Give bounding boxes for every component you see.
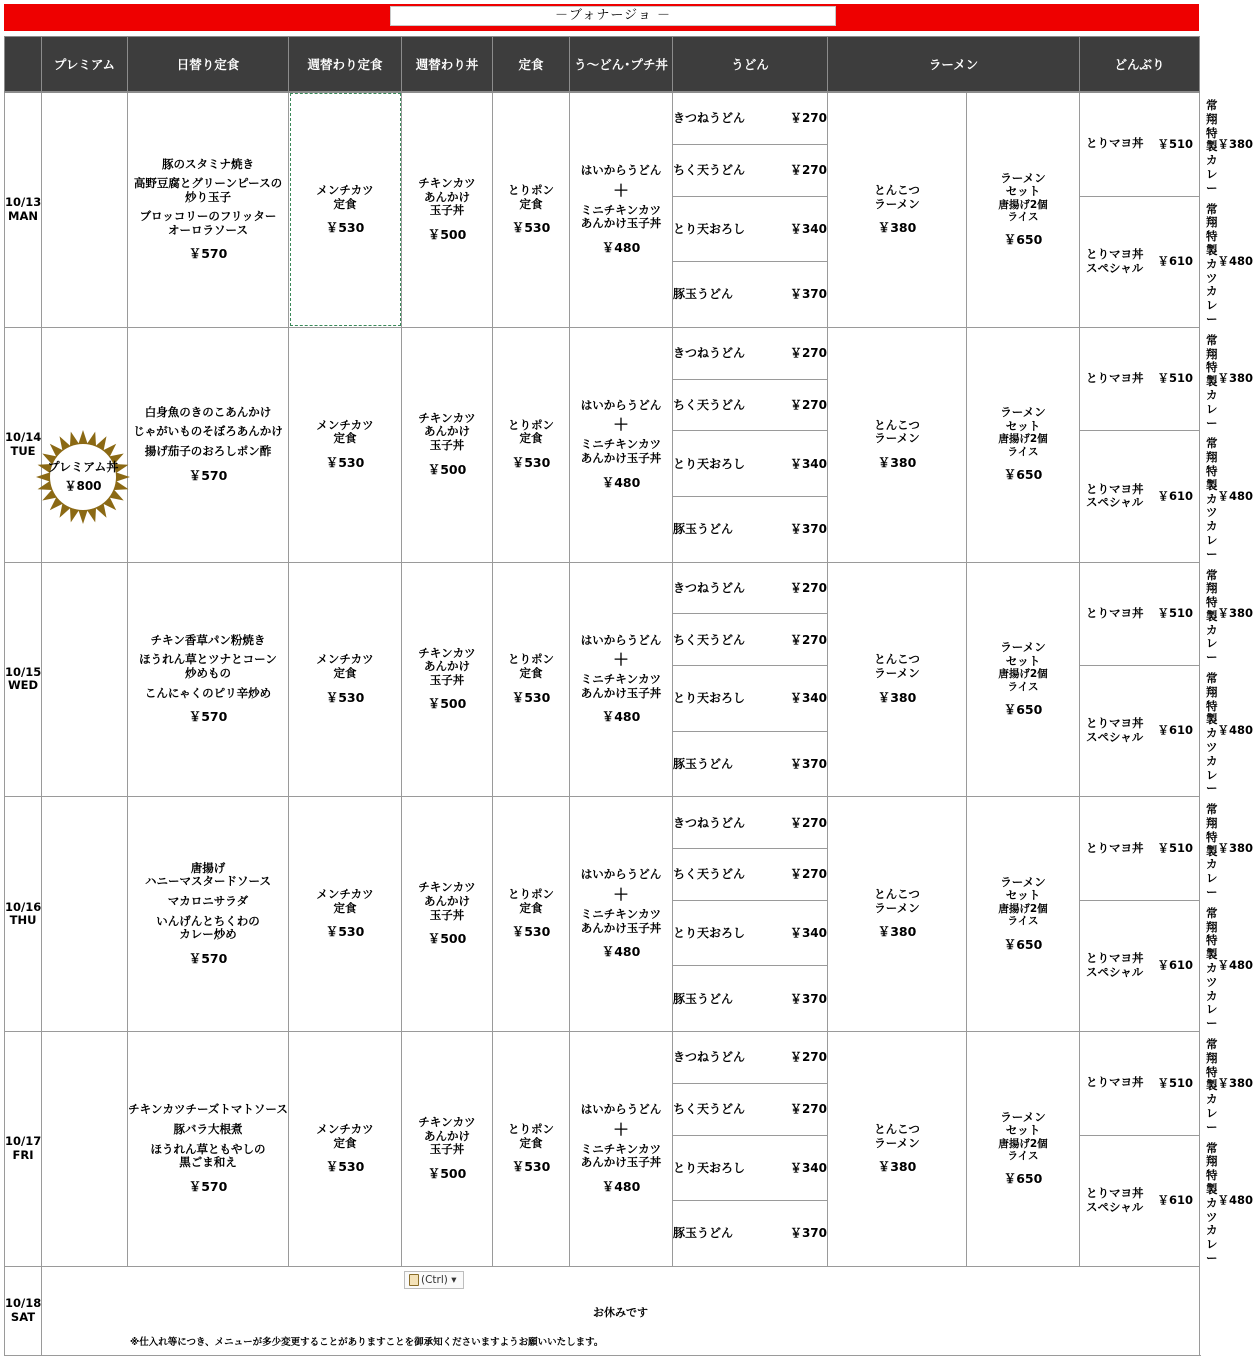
udon-cell (673, 900, 828, 966)
weekday-label: WED (7, 678, 39, 693)
daily-item: 揚げ茄子のおろしポン酢 (144, 444, 272, 459)
udon-name: とり天おろし (673, 926, 746, 941)
weekly-teishoku-price: ￥530 (325, 1159, 365, 1175)
udon-petit-cell (570, 797, 673, 1032)
ramen-tonkotsu-price: ￥380 (877, 220, 917, 236)
daily-price: ￥570 (188, 709, 228, 725)
day-row (5, 562, 1200, 614)
donburi-name: とりマヨ丼 (1086, 840, 1144, 855)
weekly-teishoku-name: メンチカツ 定食 (316, 652, 374, 680)
date-cell (5, 562, 42, 797)
udon-petit-line1: はいからうどん (580, 163, 662, 178)
udon-petit-cell (570, 92, 673, 327)
curry-price: ￥480 (1217, 488, 1254, 503)
weekly-don-name: チキンカツ あんかけ 玉子丼 (418, 176, 476, 218)
daily-price: ￥570 (188, 1178, 228, 1194)
udon-petit-line1: はいからうどん (580, 867, 662, 882)
donburi-name: とりマヨ丼 スペシャル (1086, 716, 1144, 745)
col-header-weekly-teishoku: 週替わり定食 (289, 37, 402, 93)
udon-cell (673, 1032, 828, 1084)
curry-name: 常翔特製 カレー (1206, 567, 1218, 665)
donburi-cell (1080, 196, 1200, 327)
donburi-cell (1080, 666, 1200, 797)
ramen-set-cell (967, 562, 1080, 797)
ramen-set-price: ￥650 (1003, 232, 1043, 248)
weekly-don-price: ￥500 (427, 226, 467, 242)
teishoku-price: ￥530 (511, 220, 551, 236)
donburi-name: とりマヨ丼 スペシャル (1086, 1185, 1144, 1214)
donburi-cell (1080, 900, 1200, 1031)
donburi-price: ￥610 (1157, 723, 1194, 738)
udon-price: ￥370 (789, 522, 827, 537)
daily-cell (128, 562, 289, 797)
daily-item: 白身魚のきのこあんかけ (144, 404, 272, 419)
ramen-set-name: ラーメン セット (1000, 874, 1046, 903)
donburi-cell (1080, 431, 1200, 562)
ramen-set-detail: 唐揚げ2個 ライス (998, 198, 1048, 224)
donburi-name: とりマヨ丼 (1086, 605, 1144, 620)
notice-text: ※仕入れ等につき、メニューが多少変更することがありますことを御承知くださいますようお願いいたします。 (130, 1336, 604, 1348)
udon-cell (673, 562, 828, 614)
udon-name: とり天おろし (673, 456, 746, 471)
udon-cell (673, 731, 828, 797)
closed-message: お休みです (593, 1305, 648, 1319)
udon-cell (673, 849, 828, 901)
ramen-set-detail: 唐揚げ2個 ライス (998, 433, 1048, 458)
page-title: －ブォナージョ － (390, 6, 836, 26)
ramen-tonkotsu-cell (828, 562, 967, 797)
udon-petit-line2: ミニチキンカツ あんかけ玉子丼 (580, 906, 662, 935)
udon-petit-cell (570, 327, 673, 562)
ramen-tonkotsu-cell (828, 327, 967, 562)
donburi-name: とりマヨ丼 (1086, 1075, 1144, 1090)
udon-price: ￥340 (789, 221, 827, 236)
donburi-cell (1080, 562, 1200, 666)
udon-cell (673, 496, 828, 562)
ramen-set-name: ラーメン セット (1000, 405, 1046, 433)
ramen-set-cell (967, 327, 1080, 562)
saturday-row (5, 1266, 1200, 1355)
premium-cell (42, 797, 128, 1032)
paste-options-label: (Ctrl) (421, 1273, 448, 1286)
daily-price: ￥570 (188, 467, 228, 483)
udon-cell (673, 327, 828, 379)
date-cell (5, 1032, 42, 1267)
weekly-teishoku-price: ￥530 (325, 689, 365, 705)
udon-petit-line1: はいからうどん (580, 632, 662, 647)
curry-name: 常翔特製 カツカレー (1206, 905, 1218, 1031)
udon-name: きつねうどん (673, 815, 746, 830)
udon-name: ちく天うどん (673, 397, 746, 412)
udon-price: ￥340 (789, 1160, 827, 1175)
udon-price: ￥370 (789, 756, 827, 771)
weekly-don-name: チキンカツ あんかけ 玉子丼 (418, 410, 476, 453)
udon-petit-line2: ミニチキンカツ あんかけ玉子丼 (580, 202, 662, 231)
weekday-label: MAN (8, 208, 38, 223)
ramen-set-price: ￥650 (1003, 1171, 1043, 1187)
donburi-price: ￥510 (1157, 1075, 1194, 1090)
ramen-tonkotsu-cell (828, 797, 967, 1032)
donburi-price: ￥510 (1157, 606, 1194, 620)
udon-cell (673, 797, 828, 849)
col-header-premium: プレミアム (42, 37, 128, 93)
udon-cell (673, 196, 828, 262)
date-label: 10/15 (5, 664, 42, 679)
weekly-teishoku-price: ￥530 (325, 924, 365, 940)
daily-item: こんにゃくのピリ辛炒め (144, 685, 272, 700)
date-cell (5, 92, 42, 327)
daily-cell (128, 797, 289, 1032)
udon-name: きつねうどん (673, 1050, 746, 1065)
premium-price: ￥800 (64, 479, 102, 493)
ramen-set-price: ￥650 (1003, 701, 1043, 717)
plus-icon: ＋ (612, 415, 629, 435)
teishoku-price: ￥530 (511, 924, 551, 940)
weekly-teishoku-price: ￥530 (325, 220, 365, 236)
weekday-label: THU (9, 913, 37, 928)
teishoku-name: とりポン 定食 (508, 417, 554, 446)
plus-icon: ＋ (612, 180, 629, 200)
curry-name: 常翔特製 カレー (1206, 332, 1218, 430)
udon-cell (673, 614, 828, 666)
donburi-name: とりマヨ丼 スペシャル (1086, 951, 1144, 979)
teishoku-price: ￥530 (511, 689, 551, 705)
day-row (5, 797, 1200, 849)
udon-cell (673, 431, 828, 497)
weekly-teishoku-name: メンチカツ 定食 (316, 417, 374, 446)
date-cell (5, 797, 42, 1032)
teishoku-price: ￥530 (511, 454, 551, 470)
ramen-set-cell (967, 1032, 1080, 1267)
curry-price: ￥380 (1217, 840, 1254, 855)
weekly-teishoku-name: メンチカツ 定食 (316, 1121, 374, 1150)
ramen-set-price: ￥650 (1003, 936, 1043, 952)
weekly-don-price: ￥500 (427, 931, 467, 947)
curry-price: ￥480 (1217, 958, 1254, 973)
col-header-teishoku: 定食 (493, 37, 570, 93)
ramen-tonkotsu-cell (828, 1032, 967, 1267)
weekly-don-cell (402, 327, 493, 562)
curry-price: ￥380 (1217, 136, 1254, 151)
daily-item: ブロッコリーのフリッター オーロラソース (139, 209, 277, 237)
udon-petit-cell (570, 562, 673, 797)
donburi-cell (1080, 92, 1200, 196)
ramen-set-name: ラーメン セット (1000, 1109, 1046, 1138)
udon-petit-price: ￥480 (601, 474, 641, 490)
udon-price: ￥340 (789, 691, 827, 706)
udon-name: ちく天うどん (673, 1102, 746, 1117)
donburi-cell (1080, 327, 1200, 431)
curry-price: ￥480 (1217, 723, 1254, 738)
donburi-cell (1080, 797, 1200, 901)
daily-item: マカロニサラダ (167, 893, 249, 908)
udon-name: きつねうどん (673, 580, 746, 595)
udon-name: とり天おろし (673, 1160, 746, 1175)
udon-petit-price: ￥480 (601, 1178, 641, 1194)
ramen-tonkotsu-price: ￥380 (877, 924, 917, 940)
udon-name: 豚玉うどん (673, 1226, 734, 1241)
udon-name: とり天おろし (673, 691, 746, 706)
donburi-name: とりマヨ丼 (1086, 136, 1144, 151)
udon-price: ￥370 (789, 1226, 827, 1241)
udon-name: 豚玉うどん (673, 991, 734, 1006)
day-row (5, 327, 1200, 379)
udon-price: ￥340 (789, 926, 827, 941)
menu-table (4, 36, 1254, 1356)
ramen-set-detail: 唐揚げ2個 ライス (998, 902, 1048, 928)
header-row: プレミアム 日替り定食 週替わり定食 週替わり丼 定食 う～どん･プチ丼 うどん ラーメン どんぶり カレー (5, 37, 1200, 93)
plus-icon: ＋ (612, 650, 629, 670)
premium-badge-text (34, 428, 132, 526)
weekly-don-cell (402, 1032, 493, 1267)
ramen-set-price: ￥650 (1003, 467, 1043, 483)
ramen-set-detail: 唐揚げ2個 ライス (998, 1137, 1048, 1163)
weekly-don-cell (402, 797, 493, 1032)
day-row (5, 1032, 1200, 1084)
ramen-set-name: ラーメン セット (1000, 170, 1046, 199)
weekly-teishoku-price: ￥530 (325, 454, 365, 470)
ramen-set-name: ラーメン セット (1000, 640, 1046, 668)
weekly-don-name: チキンカツ あんかけ 玉子丼 (418, 1115, 476, 1157)
udon-cell (673, 144, 828, 196)
udon-name: きつねうどん (673, 111, 746, 126)
weekly-don-cell (402, 92, 493, 327)
curry-price: ￥480 (1217, 1192, 1254, 1207)
donburi-cell (1080, 1032, 1200, 1136)
curry-name: 常翔特製 カツカレー (1206, 436, 1218, 561)
udon-price: ￥270 (789, 815, 827, 830)
curry-price: ￥380 (1217, 606, 1254, 620)
udon-cell (673, 966, 828, 1032)
col-header-daily: 日替り定食 (128, 37, 289, 93)
udon-price: ￥270 (789, 1102, 827, 1117)
daily-price: ￥570 (188, 950, 228, 966)
udon-name: 豚玉うどん (673, 522, 734, 537)
curry-price: ￥480 (1217, 253, 1254, 268)
closed-wrap (42, 1267, 1199, 1355)
daily-item: じゃがいものそぼろあんかけ (133, 424, 283, 439)
curry-name: 常翔特製 カツカレー (1206, 671, 1218, 796)
teishoku-name: とりポン 定食 (508, 182, 554, 211)
donburi-price: ￥610 (1157, 958, 1194, 973)
weekly-don-name: チキンカツ あんかけ 玉子丼 (418, 645, 476, 687)
udon-petit-cell (570, 1032, 673, 1267)
udon-cell (673, 1135, 828, 1201)
col-header-udon: うどん (673, 37, 828, 93)
udon-petit-line1: はいからうどん (580, 1102, 662, 1117)
ramen-tonkotsu-name: とんこつ ラーメン (874, 417, 920, 446)
date-label: 10/18 (5, 1296, 42, 1311)
daily-item: 豚バラ大根煮 (173, 1121, 243, 1136)
daily-item: ほうれん草とツナとコーン 炒めもの (139, 652, 277, 680)
daily-cell (128, 327, 289, 562)
paste-options-button[interactable]: (Ctrl) ▾ (404, 1271, 464, 1289)
udon-price: ￥340 (789, 456, 827, 471)
teishoku-name: とりポン 定食 (508, 1121, 554, 1150)
weekday-label: TUE (10, 443, 36, 458)
ramen-tonkotsu-name: とんこつ ラーメン (874, 652, 920, 680)
curry-name: 常翔特製 カツカレー (1206, 1140, 1218, 1265)
udon-price: ￥270 (789, 1050, 827, 1065)
col-header-date (5, 37, 42, 93)
premium-cell (42, 562, 128, 797)
weekly-teishoku-cell (289, 562, 402, 797)
weekly-teishoku-cell (289, 797, 402, 1032)
donburi-price: ￥510 (1157, 371, 1194, 386)
date-label: 10/13 (5, 195, 42, 210)
udon-price: ￥270 (789, 346, 827, 361)
weekly-don-price: ￥500 (427, 461, 467, 477)
udon-price: ￥270 (789, 580, 827, 595)
weekday-label: FRI (12, 1147, 34, 1162)
curry-name: 常翔特製 カツカレー (1206, 201, 1218, 326)
curry-price: ￥380 (1217, 1075, 1254, 1090)
premium-badge (34, 428, 132, 526)
teishoku-cell (493, 1032, 570, 1267)
donburi-name: とりマヨ丼 スペシャル (1086, 246, 1144, 275)
ramen-set-cell (967, 797, 1080, 1032)
udon-name: 豚玉うどん (673, 756, 734, 771)
curry-name: 常翔特製 カレー (1206, 98, 1218, 195)
udon-cell (673, 1201, 828, 1267)
udon-price: ￥270 (789, 867, 827, 882)
ramen-tonkotsu-price: ￥380 (877, 454, 917, 470)
udon-price: ￥270 (789, 397, 827, 412)
daily-item: 唐揚げ ハニーマスタードソース (145, 860, 271, 889)
col-header-ramen: ラーメン (828, 37, 1080, 93)
teishoku-name: とりポン 定食 (508, 652, 554, 680)
udon-name: とり天おろし (673, 221, 746, 236)
donburi-price: ￥510 (1157, 136, 1194, 151)
teishoku-cell (493, 92, 570, 327)
donburi-price: ￥610 (1157, 488, 1194, 503)
date-cell-sat (5, 1266, 42, 1355)
daily-price: ￥570 (188, 246, 228, 262)
curry-name: 常翔特製 カレー (1206, 1037, 1218, 1134)
daily-item: ほうれん草ともやしの 黒ごま和え (150, 1141, 266, 1170)
ramen-tonkotsu-price: ￥380 (877, 689, 917, 705)
udon-price: ￥270 (789, 163, 827, 178)
donburi-name: とりマヨ丼 (1086, 371, 1144, 386)
weekly-teishoku-cell (289, 1032, 402, 1267)
ramen-set-detail: 唐揚げ2個 ライス (998, 668, 1048, 693)
plus-icon: ＋ (612, 884, 629, 904)
closed-cell (42, 1266, 1200, 1355)
udon-cell (673, 379, 828, 431)
curry-name: 常翔特製 カレー (1206, 802, 1218, 900)
udon-name: ちく天うどん (673, 867, 746, 882)
weekly-teishoku-name: メンチカツ 定食 (316, 887, 374, 915)
donburi-price: ￥510 (1157, 840, 1194, 855)
donburi-name: とりマヨ丼 スペシャル (1086, 481, 1144, 510)
weekly-don-name: チキンカツ あんかけ 玉子丼 (418, 880, 476, 922)
udon-petit-line2: ミニチキンカツ あんかけ玉子丼 (580, 672, 662, 700)
udon-price: ￥270 (789, 111, 827, 126)
udon-price: ￥270 (789, 632, 827, 647)
udon-cell (673, 666, 828, 732)
udon-cell (673, 1083, 828, 1135)
date-label: 10/14 (5, 430, 42, 445)
curry-price: ￥380 (1217, 371, 1254, 386)
donburi-cell (1080, 1135, 1200, 1266)
donburi-price: ￥610 (1157, 1192, 1194, 1207)
col-header-udon-petit: う～どん･プチ丼 (570, 37, 673, 93)
weekly-don-cell (402, 562, 493, 797)
teishoku-price: ￥530 (511, 1159, 551, 1175)
udon-petit-line2: ミニチキンカツ あんかけ玉子丼 (580, 437, 662, 466)
ramen-tonkotsu-name: とんこつ ラーメン (874, 887, 920, 915)
date-label: 10/16 (5, 899, 42, 914)
col-header-weekly-don: 週替わり丼 (402, 37, 493, 93)
ramen-tonkotsu-cell (828, 92, 967, 327)
udon-name: ちく天うどん (673, 163, 746, 178)
weekly-don-price: ￥500 (427, 696, 467, 712)
daily-item: 高野豆腐とグリーンピースの 炒り玉子 (133, 176, 283, 204)
weekly-don-price: ￥500 (427, 1165, 467, 1181)
udon-petit-line2: ミニチキンカツ あんかけ玉子丼 (580, 1141, 662, 1170)
premium-cell (42, 1032, 128, 1267)
donburi-price: ￥610 (1157, 253, 1194, 268)
weekly-teishoku-cell (289, 327, 402, 562)
teishoku-cell (493, 327, 570, 562)
daily-item: いんげんとちくわの カレー炒め (156, 913, 260, 942)
ramen-set-cell (967, 92, 1080, 327)
clipboard-icon (409, 1274, 419, 1286)
ramen-tonkotsu-name: とんこつ ラーメン (874, 182, 920, 211)
daily-item: チキン香草パン粉焼き (150, 632, 266, 647)
udon-name: きつねうどん (673, 346, 746, 361)
udon-name: ちく天うどん (673, 632, 746, 647)
premium-cell (42, 92, 128, 327)
daily-item: 豚のスタミナ焼き (162, 156, 254, 171)
teishoku-cell (493, 797, 570, 1032)
teishoku-name: とりポン 定食 (508, 887, 554, 915)
day-row (5, 92, 1200, 144)
ramen-tonkotsu-price: ￥380 (877, 1159, 917, 1175)
weekly-teishoku-cell (289, 92, 402, 327)
udon-name: 豚玉うどん (673, 287, 734, 302)
udon-petit-price: ￥480 (601, 944, 641, 960)
udon-petit-price: ￥480 (601, 239, 641, 255)
plus-icon: ＋ (612, 1119, 629, 1139)
udon-petit-line1: はいからうどん (580, 397, 662, 412)
menu-body (5, 92, 1254, 1355)
weekday-label: SAT (10, 1309, 36, 1324)
ramen-tonkotsu-name: とんこつ ラーメン (874, 1121, 920, 1150)
date-label: 10/17 (5, 1134, 42, 1149)
daily-cell (128, 1032, 289, 1267)
udon-price: ￥370 (789, 991, 827, 1006)
premium-label: プレミアム丼 (47, 459, 119, 474)
weekly-teishoku-name: メンチカツ 定食 (316, 182, 374, 211)
col-header-donburi: どんぶり (1080, 37, 1200, 93)
daily-item: チキンカツチーズトマトソース (128, 1102, 288, 1117)
teishoku-cell (493, 562, 570, 797)
udon-cell (673, 262, 828, 328)
udon-price: ￥370 (789, 287, 827, 302)
udon-cell (673, 92, 828, 144)
daily-cell (128, 92, 289, 327)
udon-petit-price: ￥480 (601, 709, 641, 725)
